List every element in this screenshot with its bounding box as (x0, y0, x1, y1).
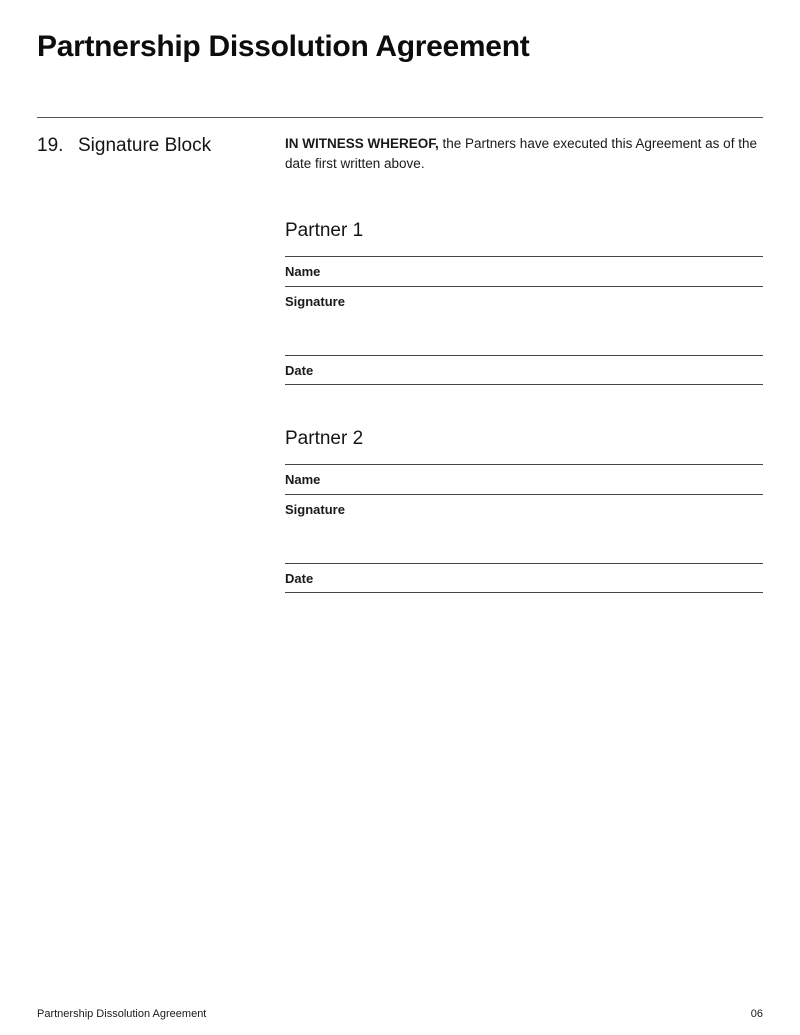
footer-document-name: Partnership Dissolution Agreement (37, 1008, 207, 1020)
partner-2-date-field[interactable] (285, 563, 763, 593)
section-heading (37, 134, 211, 158)
section-number: 19. (37, 135, 64, 156)
partner-2-name-field[interactable] (285, 464, 763, 494)
partner-2-heading: Partner 2 (285, 428, 364, 449)
partner-1-heading: Partner 1 (285, 220, 364, 241)
partner-1-date-label: Date (285, 363, 314, 378)
partner-2-signature-field[interactable] (285, 494, 763, 563)
witness-clause (285, 134, 763, 174)
document-title: Partnership Dissolution Agreement (37, 30, 530, 63)
section-title: Signature Block (78, 135, 212, 156)
title-divider (37, 117, 763, 118)
partner-1-date-field[interactable] (285, 355, 763, 385)
witness-clause-bold: IN WITNESS WHEREOF, (285, 136, 439, 151)
partner-1-name-label: Name (285, 264, 321, 279)
partner-2-signature-label: Signature (285, 502, 345, 517)
partner-2-block (285, 427, 763, 593)
partner-1-name-field[interactable] (285, 256, 763, 286)
partner-1-signature-field[interactable] (285, 286, 763, 355)
partner-2-name-label: Name (285, 472, 321, 487)
footer-page-number: 06 (750, 1008, 763, 1020)
partner-1-signature-label: Signature (285, 294, 345, 309)
witness-clause-text: the Partners have executed this Agreement as of the date first written above. (285, 136, 757, 171)
partner-1-block (285, 219, 763, 385)
partner-2-date-label: Date (285, 571, 314, 586)
